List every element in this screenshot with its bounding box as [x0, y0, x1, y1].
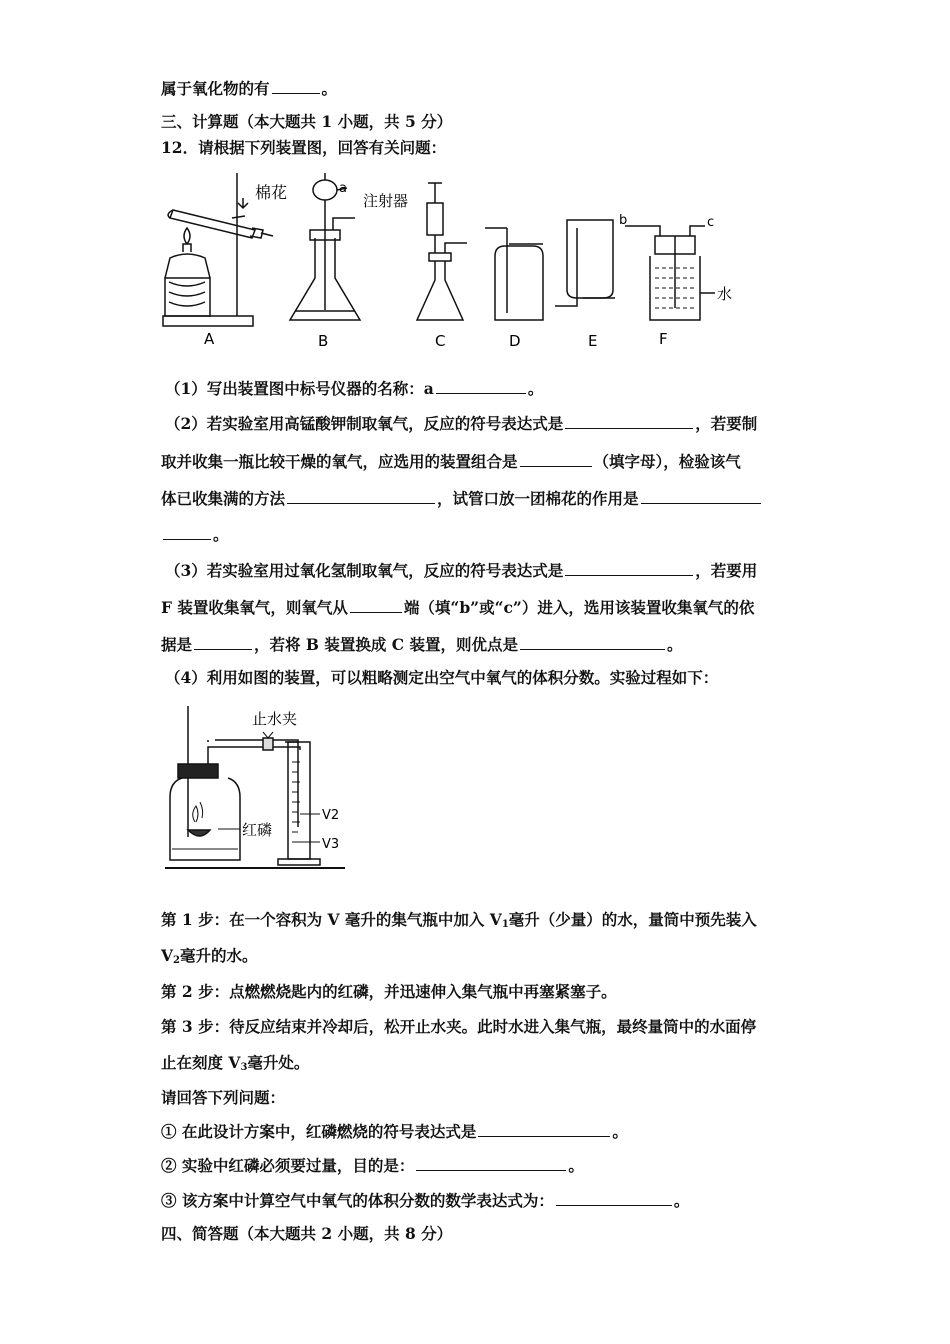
caption-a: A [204, 330, 215, 348]
answer-blank[interactable] [416, 1155, 566, 1171]
answer-blank[interactable] [565, 413, 693, 429]
step-2: 第 2 步：点燃燃烧匙内的红磷，并迅速伸入集气瓶中再塞紧塞子。 [161, 982, 617, 1001]
answer-blank[interactable] [556, 1190, 672, 1206]
section-3-heading: 三、计算题（本大题共 1 小题，共 5 分） [161, 112, 453, 131]
oxygen-measurement-figure [160, 702, 360, 877]
step-1-line-2: $V_2$毫升的水。 [161, 946, 258, 966]
answer-blank[interactable] [272, 78, 320, 94]
test-tube [170, 210, 255, 238]
fill-line-oxides: 属于氧化物的有 。 [161, 79, 338, 98]
caption-d: D [509, 332, 521, 350]
label-c: c [707, 215, 715, 230]
cylinder-ticks [292, 762, 300, 842]
label-cotton: 棉花 [255, 183, 288, 202]
alcohol-lamp [165, 254, 210, 278]
answer-blank[interactable] [520, 634, 665, 650]
separatory-funnel [313, 180, 337, 200]
answer-blank[interactable] [287, 488, 435, 504]
question-circle-3: ③ 该方案中计算空气中氧气的体积分数的数学表达式为： 。 [161, 1191, 690, 1210]
part-2-line-1: （2）若实验室用高锰酸钾制取氧气，反应的符号表达式是 ，若要制 [165, 414, 758, 433]
connecting-tube [208, 747, 300, 764]
flask-c [417, 261, 463, 320]
part-2-line-3: 体已收集满的方法 ，试管口放一团棉花的作用是 [161, 488, 763, 509]
cotton-arrow [238, 198, 248, 208]
clamp [263, 738, 273, 750]
label-v2: V2 [322, 808, 340, 823]
answer-blank[interactable] [163, 524, 211, 540]
syringe [427, 203, 443, 235]
answer-blank[interactable] [565, 560, 693, 576]
caption-e: E [588, 332, 598, 350]
section-4-heading: 四、简答题（本大题共 2 小题，共 8 分） [161, 1224, 453, 1243]
question-12-stem: 12．请根据下列装置图，回答有关问题： [161, 138, 447, 157]
part-2-line-4: 。 [161, 524, 229, 545]
answer-blank[interactable] [520, 451, 592, 467]
step-1-line-1: 第 1 步：在一个容积为 V 毫升的集气瓶中加入 $V_1$毫升（少量）的水，量筒中预先装入 [161, 910, 757, 930]
questions-intro: 请回答下列问题： [161, 1088, 286, 1107]
part-3-line-1: （3）若实验室用过氧化氢制取氧气，反应的符号表达式是 ，若要用 [165, 561, 758, 580]
caption-f: F [659, 330, 668, 348]
part-2-line-2: 取并收集一瓶比较干燥的氧气，应选用的装置组合是 （填字母），检验该气 [161, 452, 741, 471]
answer-blank[interactable] [641, 488, 761, 504]
label-clamp: 止水夹 [252, 710, 298, 728]
step-3-line-2: 止在刻度 $V_3$毫升处。 [161, 1053, 310, 1073]
label-red-phosphorus: 红磷 [242, 821, 273, 839]
label-water: 水 [717, 285, 733, 303]
caption-c: C [435, 332, 446, 350]
part-3-line-3: 据是 ，若将 B 装置换成 C 装置，则优点是 。 [161, 635, 683, 654]
bottle-e [567, 220, 613, 298]
fumes [193, 802, 203, 822]
stopper [178, 764, 218, 778]
flame [184, 228, 190, 244]
bottle-d [495, 246, 543, 320]
part-1: （1）写出装置图中标号仪器的名称：a 。 [165, 379, 544, 398]
part-4-stem: （4）利用如图的装置，可以粗略测定出空气中氧气的体积分数。实验过程如下： [165, 668, 719, 687]
answer-blank[interactable] [436, 378, 526, 394]
step-3-line-1: 第 3 步：待反应结束并冷却后，松开止水夹。此时水进入集气瓶，最终量筒中的水面停 [161, 1017, 757, 1036]
answer-blank[interactable] [350, 597, 402, 613]
label-syringe: 注射器 [363, 192, 409, 210]
stand-base [163, 316, 253, 326]
label-v3: V3 [322, 837, 340, 852]
gas-jar [170, 778, 240, 860]
apparatus-figure [155, 168, 745, 358]
caption-b: B [318, 332, 329, 350]
question-circle-1: ① 在此设计方案中，红磷燃烧的符号表达式是 。 [161, 1122, 628, 1141]
answer-blank[interactable] [194, 634, 252, 650]
question-circle-2: ② 实验中红磷必须要过量，目的是： 。 [161, 1156, 584, 1175]
label-b: b [619, 213, 628, 228]
answer-blank[interactable] [478, 1121, 610, 1137]
graduated-cylinder [288, 742, 310, 859]
part-3-line-2: F 装置收集氧气，则氧气从 端（填“b”或“c”）进入，选用该装置收集氧气的依 [161, 598, 755, 617]
label-a: a [339, 181, 347, 196]
f-tubes [625, 226, 705, 308]
combustion-spoon [188, 830, 210, 836]
